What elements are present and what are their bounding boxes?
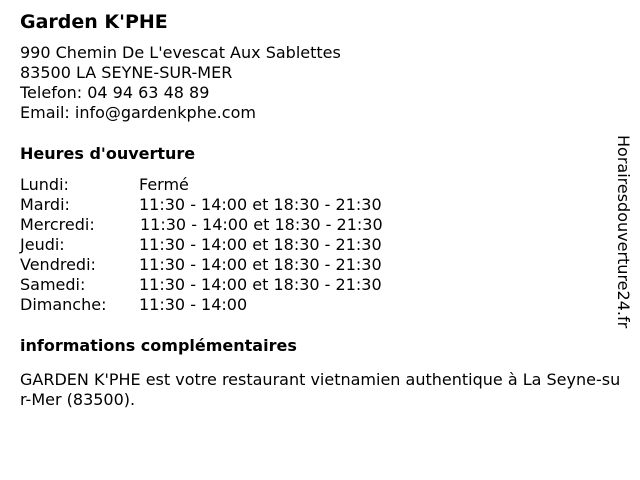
business-card bbox=[20, 10, 620, 410]
phone-number: Telefon: 04 94 63 48 89 bbox=[20, 83, 210, 102]
hours-time: 11:30 - 14:00 bbox=[139, 295, 248, 314]
hours-heading: Heures d'ouverture bbox=[20, 144, 196, 163]
hours-time: 11:30 - 14:00 et 18:30 - 21:30 bbox=[139, 235, 382, 254]
opening-hours-table bbox=[20, 175, 620, 315]
hours-day: Dimanche: bbox=[20, 295, 107, 314]
postal-city: 83500 LA SEYNE-SUR-MER bbox=[20, 63, 233, 82]
business-name: Garden K'PHE bbox=[20, 11, 168, 33]
hours-day: Jeudi: bbox=[20, 235, 65, 254]
hours-day: Lundi: bbox=[20, 175, 69, 194]
hours-day: Mercredi: bbox=[20, 215, 95, 234]
street-address: 990 Chemin De L'evescat Aux Sablettes bbox=[20, 43, 341, 62]
hours-time: 11:30 - 14:00 et 18:30 - 21:30 bbox=[139, 275, 382, 294]
info-description: GARDEN K'PHE est votre restaurant vietnamien authentique à La Seyne-sur-Mer (83500). bbox=[20, 370, 621, 409]
hours-time: 11:30 - 14:00 et 18:30 - 21:30 bbox=[139, 195, 382, 214]
hours-row-mardi bbox=[20, 195, 620, 215]
hours-row-dimanche bbox=[20, 295, 620, 315]
email-address: Email: info@gardenkphe.com bbox=[20, 103, 256, 122]
hours-time: 11:30 - 14:00 et 18:30 - 21:30 bbox=[140, 215, 383, 234]
site-watermark: Horairesdouverture24.fr bbox=[614, 135, 633, 329]
hours-day: Mardi: bbox=[20, 195, 70, 214]
hours-row-vendredi bbox=[20, 255, 620, 275]
info-heading: informations complémentaires bbox=[20, 336, 297, 355]
hours-time: Fermé bbox=[139, 175, 189, 194]
hours-row-mercredi bbox=[20, 215, 620, 235]
hours-day: Samedi: bbox=[20, 275, 86, 294]
hours-row-samedi bbox=[20, 275, 620, 295]
hours-row-jeudi bbox=[20, 235, 620, 255]
hours-row-lundi bbox=[20, 175, 620, 195]
hours-day: Vendredi: bbox=[20, 255, 96, 274]
hours-time: 11:30 - 14:00 et 18:30 - 21:30 bbox=[139, 255, 382, 274]
